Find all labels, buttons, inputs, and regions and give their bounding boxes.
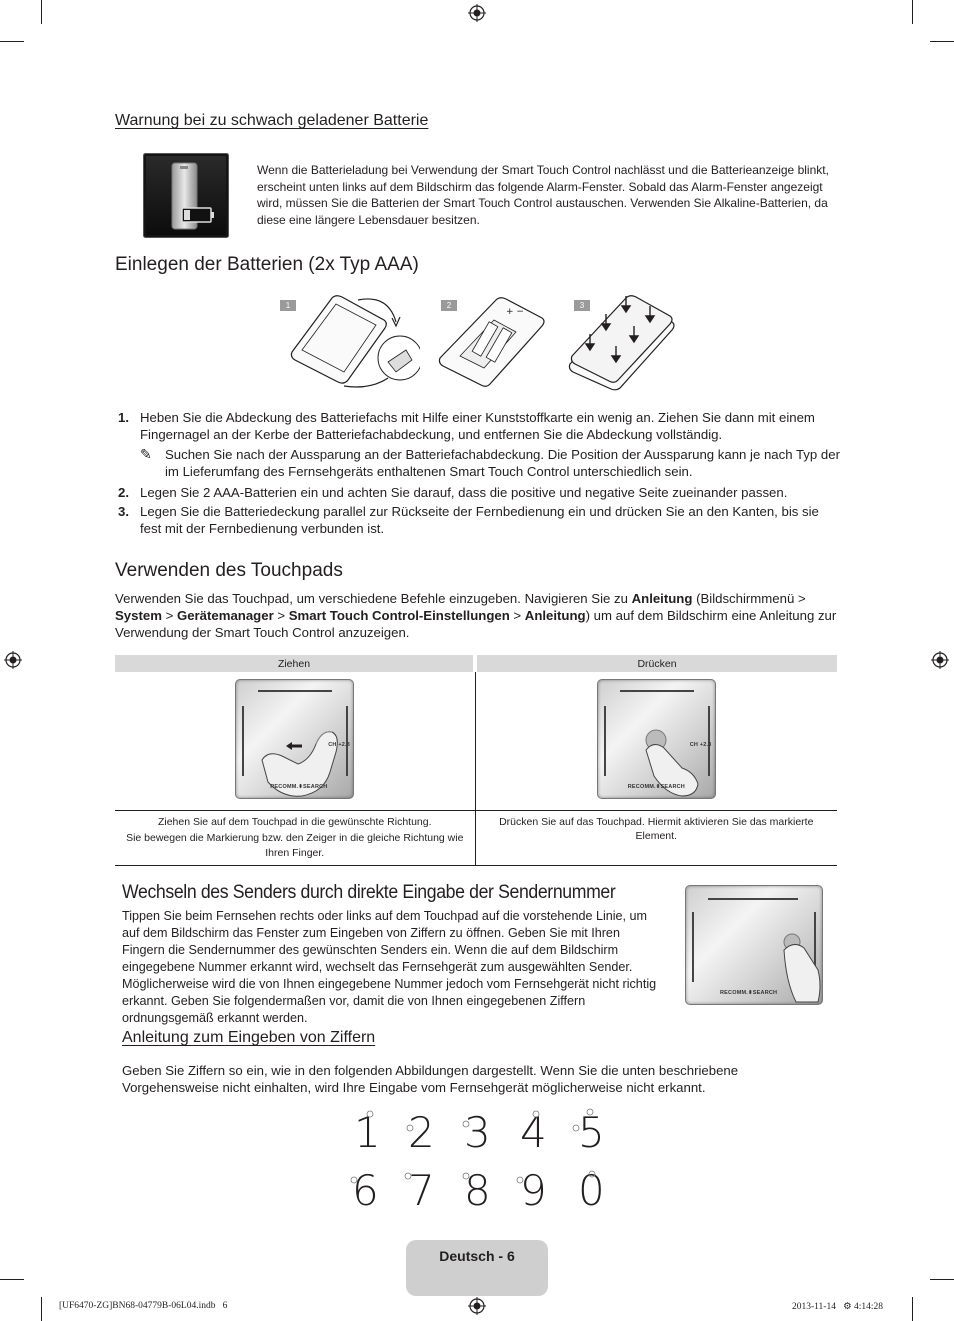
svg-text:+ −: + −: [506, 307, 524, 317]
intro-text: ) um auf dem Bildschirm eine Anleitung zur Verwendung der Smart Touch Control anzuzeigen.: [115, 608, 837, 640]
step-text: Legen Sie 2 AAA-Batterien ein und achten Sie darauf, dass die positive und negative Seite zueinander passen.: [140, 485, 788, 500]
step-number: 1.: [118, 410, 129, 425]
intro-text: Verwenden Sie das Touchpad, um verschiedene Befehle einzugeben. Navigieren Sie zu: [115, 591, 632, 606]
figure-label-2: 2: [441, 300, 457, 311]
digit-5: 5: [578, 1108, 605, 1157]
touchpad-caption: RECOMM.⬍SEARCH: [720, 990, 778, 996]
crop-mark: [41, 0, 42, 24]
intro-text: (Bildschirmmenü >: [692, 591, 806, 606]
page-number-box: [406, 1240, 548, 1296]
registration-mark-icon: [931, 651, 949, 669]
note: [115, 446, 840, 480]
menu-anleitung: Anleitung: [631, 591, 693, 606]
digit-2: 2: [408, 1108, 435, 1157]
stroke-hint-icons: [340, 1108, 610, 1218]
step-2: [115, 484, 840, 501]
step-text: Legen Sie die Batteriedeckung parallel zur Rückseite der Fernbedienung ein und drücken Sie an den Kanten, bis sie fest mit der Fernbedienung verbunden ist.: [140, 504, 819, 536]
digit-9: 9: [520, 1166, 547, 1215]
warning-text: Wenn die Batterieladung bei Verwendung der Smart Touch Control nachlässt und die Batterieanzeige blinkt, erscheint unten links auf dem Bildschirm das folgende Alarm-Fenster. Sobald das Alarm-Fenster angezeigt wird, müssen Sie die Batterien der Smart Touch Control austauschen. Verwenden Sie Alkaline-Batterien, da diese eine längere Lebensdauer besitzen.: [257, 163, 829, 227]
crop-mark: [41, 1297, 42, 1321]
crop-mark: [912, 0, 913, 24]
separator: >: [161, 608, 177, 623]
touchpad-caption: RECOMM.⬍SEARCH: [270, 783, 328, 790]
crop-mark: [930, 41, 954, 42]
channel-label: CH +2.3: [328, 742, 350, 748]
digit-7: 7: [408, 1166, 435, 1215]
note-text: Suchen Sie nach der Aussparung an der Batteriefachabdeckung. Die Position der Aussparung kann je nach Typ der im Lieferumfang des Fernsehgeräts enthaltenen Smart Touch Control unterschiedlich sein.: [165, 447, 840, 479]
channel-label: CH +2.3: [689, 742, 712, 748]
page-label: Deutsch - 6: [439, 1248, 515, 1264]
warning-title: Warnung bei zu schwach geladener Batterie: [115, 112, 429, 129]
press-desc: Drücken Sie auf das Touchpad. Hiermit aktivieren Sie das markierte Element.: [499, 815, 814, 842]
registration-mark-icon: [468, 4, 486, 22]
low-battery-alert-image: [143, 153, 229, 238]
insert-batteries-illustration: [436, 292, 548, 392]
touchpad-title: Verwenden des Touchpads: [115, 560, 343, 581]
step-1: [115, 409, 840, 480]
drag-desc-cell: [115, 810, 475, 866]
drag-desc-2: Sie bewegen die Markierung bzw. den Zeiger in die gleiche Richtung wie Ihren Finger.: [126, 832, 464, 859]
registration-mark-icon: [468, 1297, 486, 1315]
digit-6: 6: [352, 1166, 379, 1215]
press-image-cell: [475, 672, 837, 810]
digit-3: 3: [464, 1108, 491, 1157]
step-number: 2.: [118, 485, 129, 500]
note-pencil-icon: ✎: [140, 446, 152, 462]
crop-mark: [912, 1297, 913, 1321]
crop-mark: [0, 41, 24, 42]
channel-text: Tippen Sie beim Fernsehen rechts oder links auf dem Touchpad auf die vorstehende Linie, um auf dem Bildschirm das Fenster zum Eingeben von Ziffern zu öffnen. Geben Sie mit Ihren Fingern die Sendernummer des gewünschten Senders ein. Wenn die auf dem Bildschirm eingegebene Nummer erkannt wird, wechselt das Fernsehgerät zum ausgewählten Sender. Möglicherweise wird die von Ihnen eingegebene Nummer jedoch vom Fernsehgerät nicht richtig erkannt. Geben Sie folgendermaßen vor, damit die von Ihnen eingegebenen Ziffern ordnungsgemäß erkannt werden.: [122, 909, 657, 1025]
separator: >: [509, 608, 525, 623]
footer-date: 2013-11-14 ⚙ 4:14:28: [792, 1302, 884, 1312]
touchpad-table: [115, 655, 837, 866]
touchpad-channel-image: [685, 885, 823, 1005]
battery-steps: [115, 409, 840, 537]
batteries-title: Einlegen der Batterien (2x Typ AAA): [115, 254, 419, 275]
drag-image-cell: [115, 672, 475, 810]
digit-8: 8: [464, 1166, 491, 1215]
digit-1: 1: [354, 1108, 381, 1157]
drag-desc-1: Ziehen Sie auf dem Touchpad in die gewünschte Richtung.: [157, 815, 432, 828]
attach-cover-illustration: [566, 292, 678, 392]
digit-0: 0: [578, 1166, 605, 1215]
finger-tap-icon: [782, 930, 824, 1004]
footer-file: [UF6470-ZG]BN68-04779B-06L04.indb 6: [59, 1301, 228, 1311]
digits-subtitle: Anleitung zum Eingeben von Ziffern: [122, 1029, 376, 1046]
touchpad-caption: RECOMM.⬍SEARCH: [627, 783, 685, 790]
crop-mark: [0, 1279, 24, 1280]
touchpad-drag-image: [235, 679, 354, 799]
press-desc-cell: [475, 810, 837, 866]
col-press: Drücken: [475, 655, 837, 672]
figure-label-3: 3: [574, 300, 590, 311]
remove-cover-illustration: [288, 290, 420, 390]
step-number: 3.: [118, 504, 129, 519]
step-text: Heben Sie die Abdeckung des Batteriefachs mit Hilfe einer Kunststoffkarte ein wenig an. Ziehen Sie dann mit einem Fingernagel an der Kerbe der Batteriefachabdeckung, und entfernen Sie die Abdeckung vollständig.: [140, 410, 815, 442]
separator: >: [273, 608, 289, 623]
figure-label-1: 1: [280, 300, 296, 311]
menu-geraetemanager: Gerätemanager: [176, 608, 274, 623]
channel-title: Wechseln des Senders durch direkte Eingabe der Sendernummer: [122, 882, 616, 903]
digit-4: 4: [520, 1108, 547, 1157]
digits-text: Geben Sie Ziffern so ein, wie in den folgenden Abbildungen dargestellt. Wenn Sie die unten beschriebene Vorgehensweise nicht einhalten, wird Ihre Eingabe vom Fernsehgerät möglicherweise nicht erkannt.: [122, 1063, 739, 1095]
menu-anleitung: Anleitung: [524, 608, 586, 623]
touchpad-intro: [115, 590, 840, 641]
col-drag: Ziehen: [115, 655, 475, 672]
touchpad-press-image: [597, 679, 716, 799]
menu-system: System: [115, 608, 162, 623]
menu-smart-touch: Smart Touch Control-Einstellungen: [288, 608, 510, 623]
registration-mark-icon: [4, 651, 22, 669]
crop-mark: [930, 1279, 954, 1280]
step-3: [115, 503, 840, 537]
